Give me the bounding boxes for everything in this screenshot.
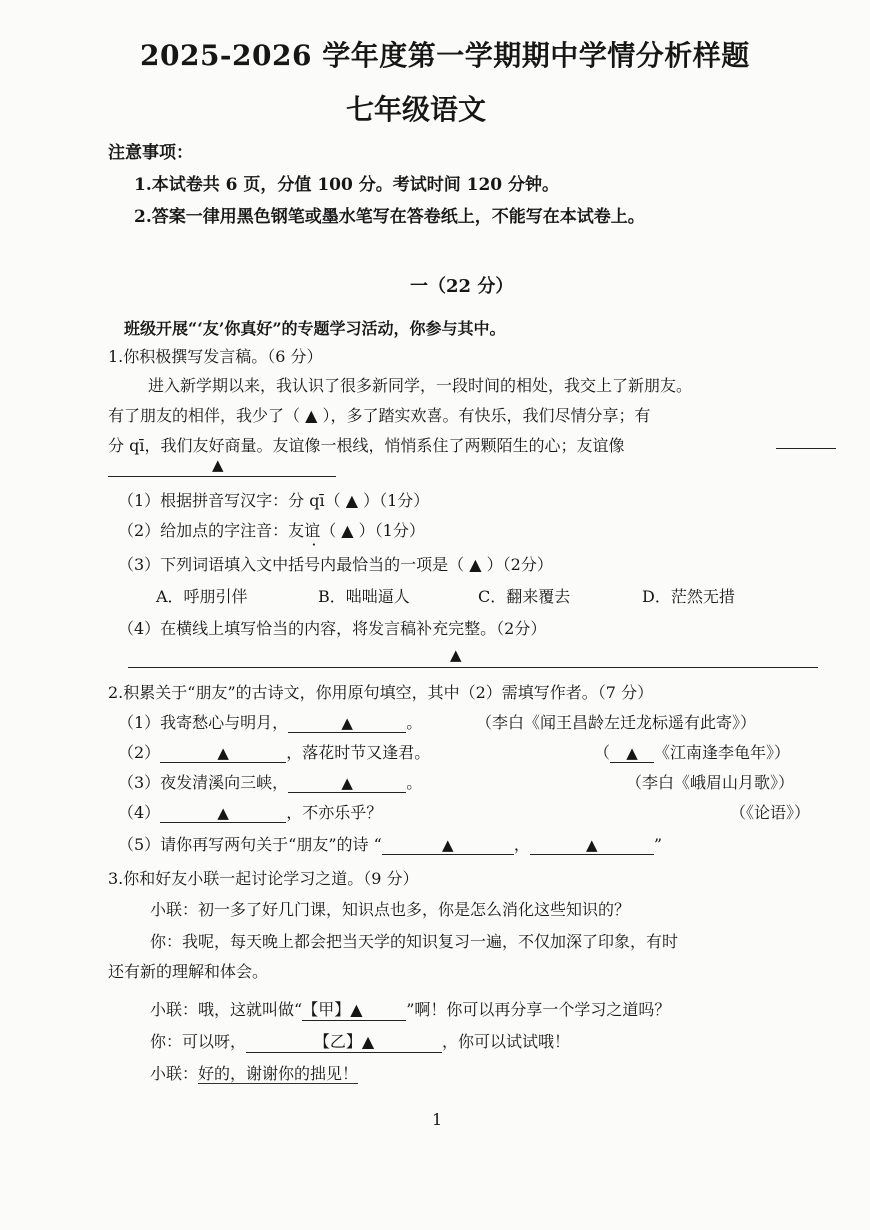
q1-sub1: （1）根据拼音写汉字：分 qī（ ▲ ）（1分）	[118, 491, 430, 510]
q2-line-4	[118, 800, 382, 823]
q2-line-2-blank: ▲	[160, 743, 286, 763]
q1-option-c: C．翻来覆去	[478, 587, 571, 606]
q2-line-4-source: （《论语》）	[730, 803, 811, 822]
q2-title: 2.积累关于“朋友”的古诗文，你用原句填空，其中（2）需填写作者。（7 分）	[108, 683, 654, 702]
q2-line-5-pre: （5）请你再写两句关于“朋友”的诗 “	[118, 835, 382, 854]
q2-line-1-source: （李白《闻王昌龄左迁龙标遥有此寄》）	[476, 713, 757, 732]
q2-line-4-post: ，不亦乐乎？	[286, 803, 383, 822]
q3-blank-yi: 【乙】▲	[246, 1029, 442, 1053]
q1-sub2-dotted-char: 谊	[304, 521, 321, 540]
q1-para-line-1: 进入新学期以来，我认识了很多新同学，一段时间的相处，我交上了新朋友。	[148, 376, 693, 395]
q3-dialogue-5-underlined: 好的，谢谢你的拙见！	[198, 1064, 359, 1083]
q2-line-1-pre: （1）我寄愁心与明月，	[118, 713, 289, 732]
q3-dialogue-4: 你：可以呀， 【乙】▲ ，你可以试试哦！	[150, 1029, 570, 1053]
q1-sub4-blank-line	[128, 667, 818, 668]
q2-line-2-author-blank: ▲	[610, 743, 654, 763]
q2-line-4-pre: （4）	[118, 803, 161, 822]
section-intro: 班级开展“‘友’你真好”的专题学习活动，你参与其中。	[124, 319, 506, 338]
notice-heading: 注意事项：	[108, 143, 193, 163]
q3-dialogue-3: 小联：哦，这就叫做“【甲】▲ ”啊！你可以再分享一个学习之道吗？	[150, 997, 670, 1021]
q2-line-1	[118, 710, 422, 733]
q2-line-2-pre: （2）	[118, 743, 161, 762]
q2-line-5-blank-1: ▲	[382, 835, 514, 855]
q1-sub2	[118, 518, 425, 541]
q2-line-2-source: （ ▲ 《江南逢李龟年》）	[594, 743, 791, 762]
q3-blank-jia: 【甲】▲	[302, 997, 406, 1021]
q2-line-5	[118, 832, 662, 855]
q2-line-5-end: ”	[653, 835, 663, 854]
q3-dialogue-1: 小联：初一多了好几门课，知识点也多，你是怎么消化这些知识的？	[150, 900, 631, 919]
section-heading: 一（22 分）	[410, 276, 514, 297]
exam-title: 2025-2026 学年度第一学期期中学情分析样题	[140, 39, 750, 72]
exam-subtitle: 七年级语文	[346, 93, 487, 126]
q2-line-3-pre: （3）夜发清溪向三峡，	[118, 773, 289, 792]
q1-para-line-3: 分 qī，我们友好商量。友谊像一根线，悄悄系住了两颗陌生的心；友谊像	[108, 436, 625, 455]
q2-line-2-post: ，落花时节又逢君。	[286, 743, 431, 762]
q2-line-3	[118, 770, 422, 793]
q1-option-a: A．呼朋引伴	[156, 587, 248, 606]
q1-sub2-post: （ ▲ ）（1分）	[320, 521, 425, 540]
q1-sub4: （4）在横线上填写恰当的内容，将发言稿补充完整。（2分）	[118, 619, 547, 638]
q2-line-4-blank: ▲	[160, 803, 286, 823]
q3-title: 3.你和好友小联一起讨论学习之道。（9 分）	[108, 869, 419, 888]
q2-line-5-mid: ，	[513, 835, 530, 854]
q1-blank-line-continue	[108, 476, 336, 477]
q1-title: 1.你积极撰写发言稿。（6 分）	[108, 347, 323, 366]
q2-line-2	[118, 740, 430, 763]
q2-line-5-blank-2: ▲	[530, 835, 654, 855]
q2-line-1-blank: ▲	[288, 713, 406, 733]
q1-blank-line-end	[776, 448, 836, 449]
q3-dialogue-5: 小联：好的，谢谢你的拙见！	[150, 1064, 359, 1083]
q2-line-3-post: 。	[406, 773, 423, 792]
notice-item-2: 2.答案一律用黑色钢笔或墨水笔写在答卷纸上，不能写在本试卷上。	[134, 207, 645, 227]
q2-line-1-post: 。	[406, 713, 423, 732]
q1-sub2-pre: （2）给加点的字注音：友	[118, 521, 305, 540]
q3-dialogue-2-line-1: 你：我呢，每天晚上都会把当天学的知识复习一遍，不仅加深了印象，有时	[150, 932, 679, 951]
q1-sub3: （3）下列词语填入文中括号内最恰当的一项是（ ▲ ）（2分）	[118, 555, 553, 574]
q3-dialogue-2-line-2: 还有新的理解和体会。	[108, 962, 269, 981]
q1-option-d: D．茫然无措	[642, 587, 735, 606]
q2-line-3-source: （李白《峨眉山月歌》）	[626, 773, 795, 792]
notice-item-1: 1.本试卷共 6 页，分值 100 分。考试时间 120 分钟。	[134, 175, 560, 195]
q1-para-line-2: 有了朋友的相伴，我少了（ ▲ ），多了踏实欢喜。有快乐，我们尽情分享；有	[108, 406, 651, 425]
q1-sub4-triangle: ▲	[450, 646, 462, 664]
q1-option-b: B．咄咄逼人	[318, 587, 410, 606]
page-number: 1	[432, 1110, 443, 1129]
q2-line-3-blank: ▲	[288, 773, 406, 793]
q1-blank-triangle: ▲	[212, 456, 224, 474]
